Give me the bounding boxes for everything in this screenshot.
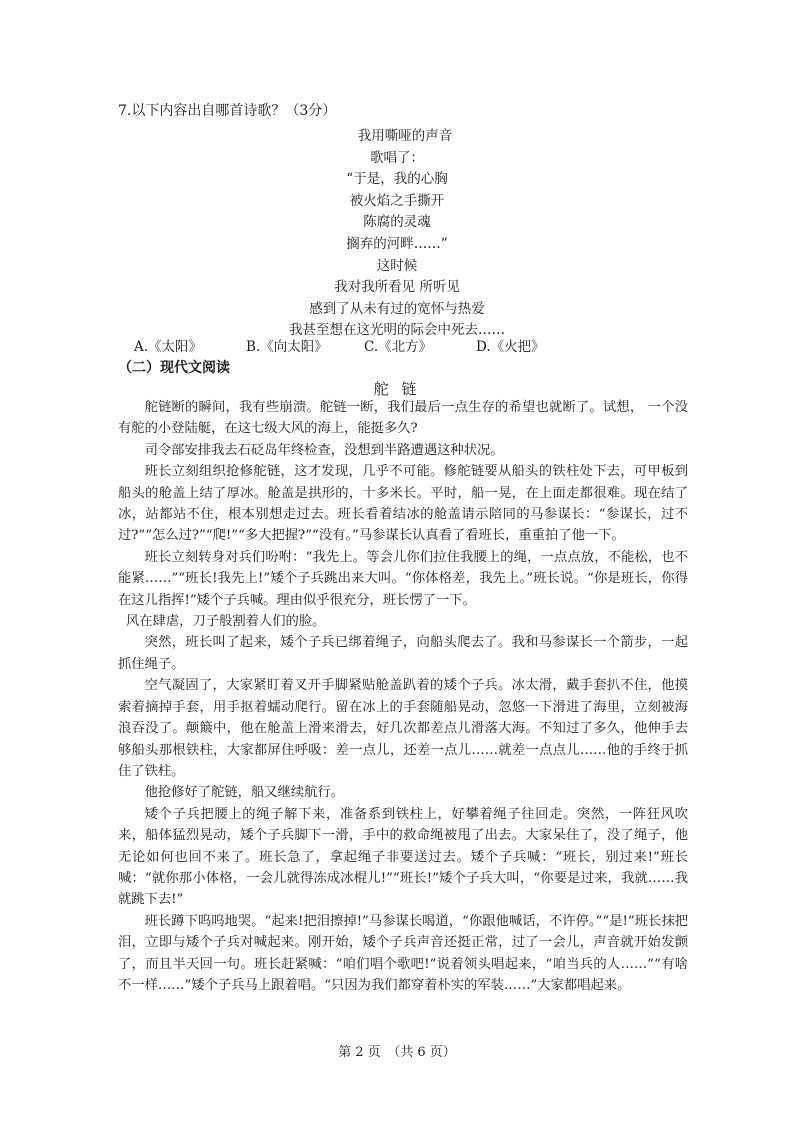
option-c: C.《北方》 <box>364 339 433 355</box>
poem-line: “于是，我的心胸 <box>346 171 448 188</box>
paragraph: 空气凝固了，大家紧盯着叉开手脚紧贴舱盖趴着的矮个子兵。冰太滑，戴手套扒不住，他摸索着摘掉手套，用手抠着蠕动爬行。留在冰上的手套随船晃动，忽悠一下滑进了海里，立刻被海浪吞没了。颠簸中，他在舱盖上滑来滑去，好几次都差点儿滑落大海。不知过了多久，他伸手去够船头那根铁柱，大家都屏住呼吸：差一点儿，还差一点儿……就差一点点儿……他的手终于抓住了铁柱。 <box>118 678 688 779</box>
poem-line: 歌唱了： <box>370 149 424 166</box>
poem-line: 我甚至想在这光明的际会中死去…… <box>289 322 505 339</box>
poem-line: 感到了从未有过的宽怀与热爱 <box>309 300 485 317</box>
poem-line: 我对我所看见 所听见 <box>334 279 460 296</box>
page-footer: 第 2 页 （共 6 页） <box>338 1045 456 1060</box>
poem-line: 陈腐的灵魂 <box>363 214 431 231</box>
paragraph: 风在肆虐，刀子般割着人们的脸。 <box>125 614 326 630</box>
paragraph: 班长蹲下呜呜地哭。“起来!把泪擦掉!”马参谋长喝道，“你跟他喊话，不许停。”“是!”班长抹把泪，立即与矮个子兵对喊起来。刚开始，矮个子兵声音还挺正常，过了一会儿，声音就开始发颤了，而且半天回一句。班长赶紧喊：“咱们唱个歌吧!”说着领头唱起来，“咱当兵的人……”“有啥不一样……”矮个子兵马上跟着唱。“只因为我们都穿着朴实的军装……”大家都唱起来。 <box>118 913 688 993</box>
article-title: 舵 链 <box>373 380 421 398</box>
poem-line: 搁弃的河畔……” <box>346 235 448 252</box>
paragraph: 他抢修好了舵链，船又继续航行。 <box>144 785 345 801</box>
poem-line: 被火焰之手撕开 <box>349 192 445 209</box>
paragraph: 突然，班长叫了起来，矮个子兵已绑着绳子，向船头爬去了。我和马参谋长一个箭步，一起抓住绳子。 <box>118 635 688 672</box>
poem <box>0 126 794 342</box>
poem-line: 这时候 <box>376 257 418 274</box>
article-body <box>118 397 688 996</box>
poem-line: 我用嘶哑的声音 <box>357 128 453 144</box>
question-title: 7.以下内容出自哪首诗歌？（3分） <box>118 103 337 119</box>
paragraph: 班长立刻组织抢修舵链，这才发现，几乎不可能。修舵链要从船头的铁柱处下去，可甲板到船头的舱盖上结了厚冰。舱盖是拱形的，十多米长。平时，船一晃，在上面走都很难。现在结了冰，站都站不住，根本别想走过去。班长看着结冰的舱盖请示陪同的马参谋长：“参谋长，过不过?”“怎么过?”“爬!”“多大把握?”“没有。”马参谋长认真看了看班长，重重拍了他一下。 <box>118 464 688 544</box>
option-b: B.《向太阳》 <box>246 339 328 355</box>
paragraph: 班长立刻转身对兵们吩咐：“我先上。等会儿你们拉住我腰上的绳，一点点放，不能松，也不能紧……”“班长!我先上!”矮个子兵跳出来大叫。“你体格差，我先上。”班长说。“你是班长，你得在这儿指挥!”矮个子兵喊。理由似乎很充分，班长愣了一下。 <box>118 549 688 608</box>
option-d: D.《火把》 <box>476 339 545 355</box>
paragraph: 司令部安排我去石砭岛年终检查，没想到半路遭遇这种状况。 <box>144 442 504 458</box>
paragraph: 矮个子兵把腰上的绳子解下来，准备系到铁柱上，好攀着绳子往回走。突然，一阵狂风吹来，船体猛烈晃动，矮个子兵脚下一滑，手中的救命绳被甩了出去。大家呆住了，没了绳子，他无论如何也回不来了。班长急了，拿起绳子非要送过去。矮个子兵喊：“班长，别过来!”班长喊：“就你那小体格，一会儿就得冻成冰棍儿!”“班长!”矮个子兵大叫，“你要是过来，我就……我就跳下去!” <box>118 806 688 908</box>
option-a: A.《太阳》 <box>134 339 203 355</box>
paragraph: 舵链断的瞬间，我有些崩溃。舵链一断，我们最后一点生存的希望也就断了。试想， 一个没有舵的小登陆艇，在这七级大风的海上，能挺多久? <box>118 400 688 437</box>
section-heading: （二）现代文阅读 <box>118 360 230 376</box>
